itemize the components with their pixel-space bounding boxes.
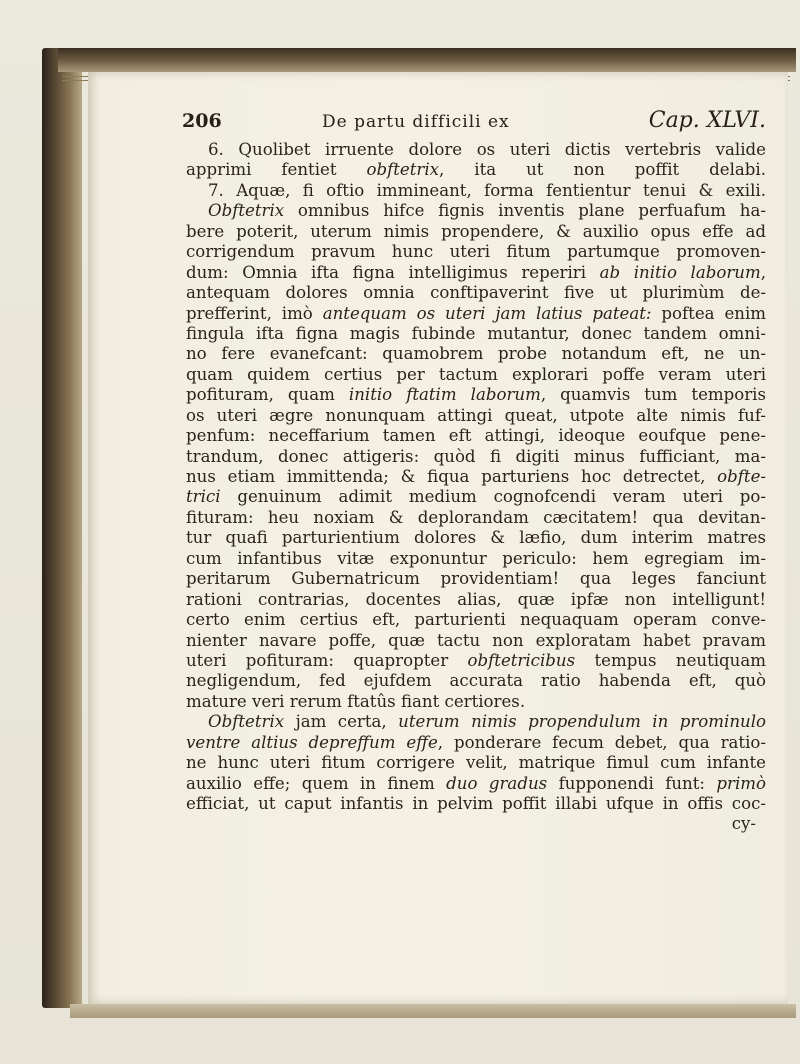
- text-run: os uteri ægre nonunquam attingi queat, utpote alte nimis fuf-: [186, 405, 766, 425]
- text-run: tur quafi parturientium dolores & læfio, dum interim matres: [186, 528, 766, 548]
- text-run: fituram: heu noxiam & deplorandam cæcitatem! qua devitan-: [186, 507, 766, 527]
- text-run: , quamvis tum temporis: [540, 385, 767, 405]
- text-run: , ponderare fecum debet, qua ratio-: [437, 732, 766, 752]
- text-line: [186, 467, 766, 487]
- text-run: fupponendi funt:: [547, 773, 717, 793]
- italic-text: antequam os uteri jam latius pateat:: [322, 303, 652, 323]
- text-line: [186, 324, 766, 344]
- text-run: omnibus hifce fignis inventis plane perfuafum ha-: [284, 201, 766, 221]
- page-bottom-edge: [70, 1004, 796, 1018]
- text-line: [186, 753, 766, 773]
- italic-text: Obftetrix: [208, 712, 285, 732]
- text-run: rationi contrarias, docentes alias, quæ ipfæ non intelligunt!: [186, 589, 766, 609]
- text-run: pofituram, quam: [186, 385, 349, 405]
- text-line: [186, 263, 766, 283]
- page-number: 206: [182, 110, 222, 132]
- text-run: dum: Omnia ifta figna intelligimus reperiri: [186, 262, 600, 282]
- text-run: tempus neutiquam: [575, 650, 766, 670]
- running-head: [182, 106, 766, 136]
- text-run: auxilio effe; quem in finem: [186, 773, 447, 793]
- text-line: [186, 712, 766, 732]
- text-run: negligendum, fed ejufdem accurata ratio habenda eft, quò: [186, 671, 766, 691]
- text-line: [186, 487, 766, 507]
- book-binding: [42, 48, 82, 1008]
- text-run: ne hunc uteri fitum corrigere velit, matrique fimul cum infante: [186, 753, 766, 773]
- chapter-label: Cap. XLVI.: [648, 108, 766, 133]
- text-run: quam quidem certius per tactum explorari poffe veram uteri: [186, 364, 766, 384]
- text-run: cum infantibus vitæ exponuntur periculo: hem egregiam im-: [186, 548, 766, 568]
- italic-text: ab initio laborum: [599, 262, 761, 282]
- body-text: [186, 140, 766, 835]
- text-line: [186, 631, 766, 651]
- text-line: [186, 201, 766, 221]
- text-run: trandum, donec attigeris: quòd fi digiti minus fufficiant, ma-: [186, 446, 766, 466]
- text-line: [186, 794, 766, 814]
- text-line: [186, 385, 766, 405]
- italic-text: uterum nimis propendulum in prominulo: [398, 712, 766, 732]
- text-line: [186, 671, 766, 691]
- text-run: poftea enim: [651, 303, 767, 323]
- text-line: [186, 222, 766, 242]
- text-line: [186, 447, 766, 467]
- italic-text: primò: [716, 773, 766, 793]
- text-line: [186, 774, 766, 794]
- text-line: [186, 692, 766, 712]
- italic-text: initio ftatim laborum: [348, 385, 541, 405]
- text-line: [186, 528, 766, 548]
- text-run: nus etiam immittenda; & fiqua parturiens hoc detrectet,: [186, 467, 718, 486]
- text-line: [186, 406, 766, 426]
- text-line: [186, 651, 766, 671]
- italic-text: Obftetrix: [208, 201, 285, 221]
- text-run: fingula ifta figna magis fubinde mutantur, donec tandem omni-: [186, 323, 766, 343]
- text-run: peritarum Gubernatricum providentiam! qua leges fanciunt: [186, 569, 766, 589]
- italic-text: obftetricibus: [467, 650, 576, 670]
- italic-text: trici: [186, 487, 221, 507]
- italic-text: duo gradus: [446, 773, 548, 793]
- text-line: [186, 283, 766, 303]
- text-line: [186, 549, 766, 569]
- text-run: bere poterit, uterum nimis propendere, & auxilio opus effe ad: [186, 221, 766, 241]
- text-line: [186, 590, 766, 610]
- text-line: [186, 508, 766, 528]
- text-run: uteri pofituram: quapropter: [186, 650, 468, 670]
- text-line: [186, 733, 766, 753]
- text-line: [186, 365, 766, 385]
- text-run: mature veri rerum ftatûs fiant certiores.: [186, 691, 526, 711]
- text-run: , ita ut non poffit delabi.: [439, 160, 766, 180]
- text-run: apprimi fentiet: [186, 160, 367, 180]
- text-line: [186, 426, 766, 446]
- text-run: prefferint, imò: [186, 303, 323, 323]
- text-run: cy-: [731, 814, 756, 834]
- text-line: [186, 140, 766, 160]
- text-line: [186, 181, 766, 201]
- italic-text: ventre altius depreffum effe: [186, 732, 438, 752]
- text-line: [186, 160, 766, 180]
- text-run: corrigendum pravum hunc uteri fitum partumque promoven-: [186, 242, 766, 262]
- italic-text: obftetrix: [366, 160, 440, 180]
- text-line: [186, 610, 766, 630]
- italic-text: obfte-: [717, 467, 766, 486]
- text-run: certo enim certius eft, parturienti nequaquam operam conve-: [186, 610, 766, 630]
- text-line: [186, 569, 766, 589]
- text-run: ,: [760, 262, 767, 282]
- text-run: penfum: neceffarium tamen eft attingi, ideoque eoufque pene-: [186, 426, 766, 446]
- text-line: [186, 242, 766, 262]
- text-run: antequam dolores omnia conftipaverint five ut plurimùm de-: [186, 283, 766, 303]
- text-run: jam certa,: [284, 712, 399, 732]
- text-line: [186, 814, 766, 834]
- text-run: efficiat, ut caput infantis in pelvim poffit illabi ufque in offis coc-: [186, 794, 766, 813]
- text-run: no fere evanefcant: quamobrem probe notandum eft, ne un-: [186, 344, 766, 364]
- text-line: [186, 344, 766, 364]
- text-line: [186, 304, 766, 324]
- page-top-edge: [58, 48, 796, 72]
- text-run: nienter navare poffe, quæ tactu non exploratam habet pravam: [186, 630, 766, 650]
- text-run: genuinum adimit medium cognofcendi veram uteri po-: [220, 487, 766, 507]
- text-run: 7. Aquæ, fi oftio immineant, forma fentientur tenui & exili.: [208, 180, 766, 200]
- text-run: 6. Quolibet irruente dolore os uteri dictis vertebris valide: [208, 140, 766, 159]
- running-title: De partu difficili ex: [322, 112, 510, 132]
